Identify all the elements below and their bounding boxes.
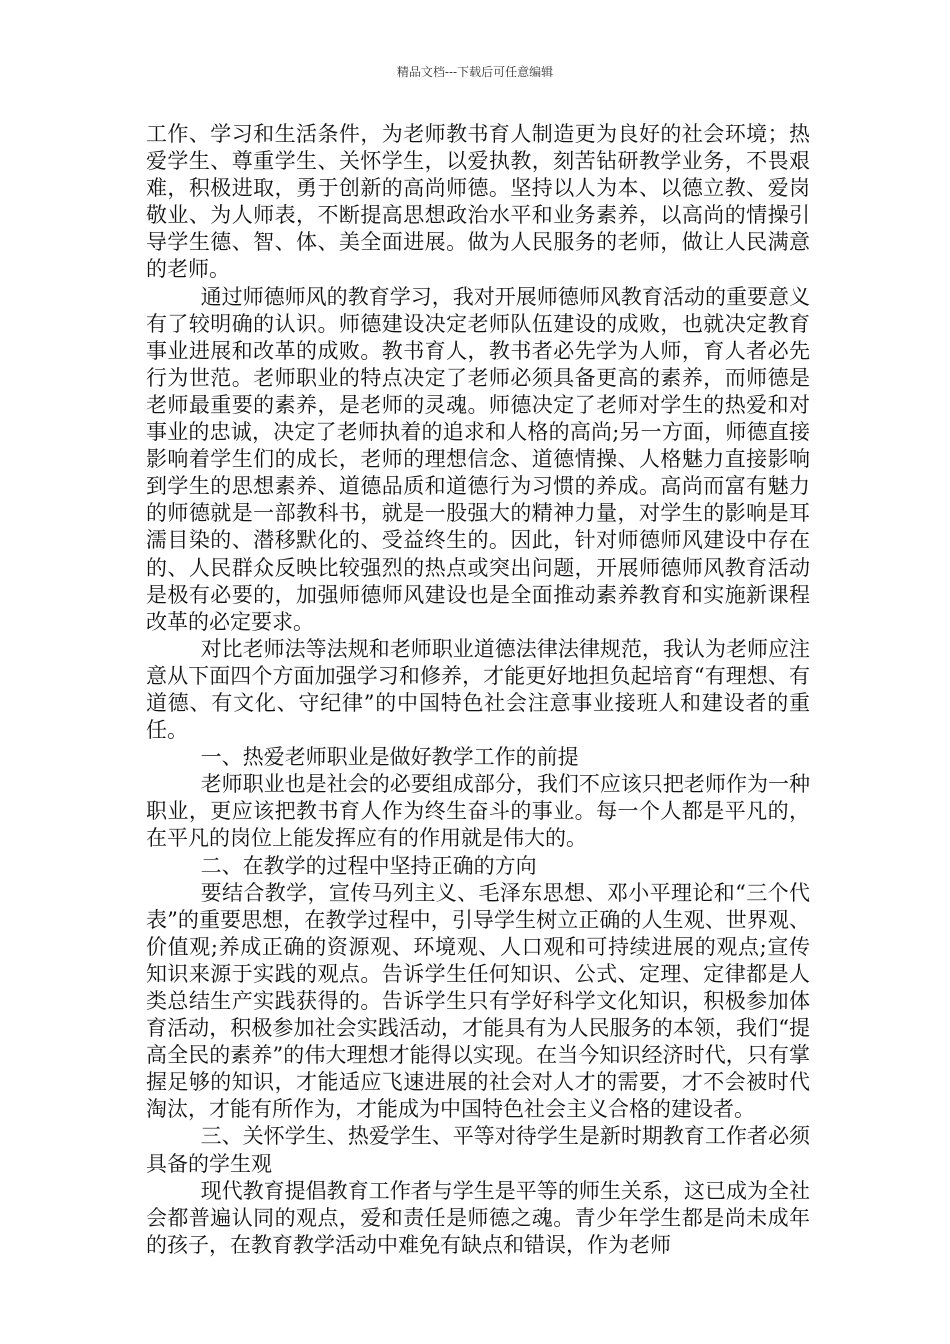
paragraph: 通过师德师风的教育学习，我对开展师德师风教育活动的重要意义有了较明确的认识。师德建设决定老师队伍建设的成败，也就决定教育事业进展和改革的成败。教书育人，教书者必先学为人师，育人者必先行为世范。老师职业的特点决定了老师必须具备更高的素养，而师德是老师最重要的素养，是老师的灵魂。师德决定了老师对学生的热爱和对事业的忠诚，决定了老师执着的追求和人格的高尚;另一方面，师德直接影响着学生们的成长，老师的理想信念、道德情操、人格魅力直接影响到学生的思想素养、道德品质和道德行为习惯的养成。高尚而富有魅力的师德就是一部教科书，就是一股强大的精神力量，对学生的影响是耳濡目染的、潜移默化的、受益终生的。因此，针对师德师风建设中存在的、人民群众反映比较强烈的热点或突出问题，开展师德师风教育活动是极有必要的，加强师德师风建设也是全面推动素养教育和实施新课程改革的必定要求。 (146, 284, 810, 634)
page-header: 精品文档---下载后可任意编辑 (396, 65, 554, 79)
section-heading: 二、在教学的过程中坚持正确的方向 (200, 853, 537, 878)
section-heading: 一、热爱老师职业是做好教学工作的前提 (200, 745, 579, 770)
paragraph: 要结合教学，宣传马列主义、毛泽东思想、邓小平理论和“三个代表”的重要思想，在教学过程中，引导学生树立正确的人生观、世界观、价值观;养成正确的资源观、环境观、人口观和可持续进展的观点;宣传知识来源于实践的观点。告诉学生任何知识、公式、定理、定律都是人类总结生产实践获得的。告诉学生只有学好科学文化知识，积极参加体育活动，积极参加社会实践活动，才能具有为人民服务的本领，我们“提高全民的素养”的伟大理想才能得以实现。在当今知识经济时代，只有掌握足够的知识，才能适应飞速进展的社会对人才的需要，才不会被时代淘汰，才能有所作为，才能成为中国特色社会主义合格的建设者。 (146, 880, 810, 1122)
section-heading: 三、关怀学生、热爱学生、平等对待学生是新时期教育工作者必须具备的学生观 (146, 1124, 810, 1176)
paragraph: 老师职业也是社会的必要组成部分，我们不应该只把老师作为一种职业，更应该把教书育人作为终生奋斗的事业。每一个人都是平凡的，在平凡的岗位上能发挥应有的作用就是伟大的。 (146, 772, 810, 851)
paragraph: 对比老师法等法规和老师职业道德法律法律规范，我认为老师应注意从下面四个方面加强学习和修养，才能更好地担负起培育“有理想、有道德、有文化、守纪律”的中国特色社会注意事业接班人和建设者的重任。 (146, 636, 810, 743)
paragraph: 现代教育提倡教育工作者与学生是平等的师生关系，这已成为全社会都普遍认同的观点，爱和责任是师德之魂。青少年学生都是尚未成年的孩子，在教育教学活动中难免有缺点和错误，作为老师 (146, 1178, 810, 1257)
paragraph: 工作、学习和生活条件，为老师教书育人制造更为良好的社会环境；热爱学生、尊重学生、关怀学生，以爱执教，刻苦钻研教学业务，不畏艰难，积极进取，勇于创新的高尚师德。坚持以人为本、以德立教、爱岗敬业、为人师表，不断提高思想政治水平和业务素养，以高尚的情操引导学生德、智、体、美全面进展。做为人民服务的老师，做让人民满意的老师。 (146, 122, 810, 282)
document-body (146, 121, 810, 1259)
